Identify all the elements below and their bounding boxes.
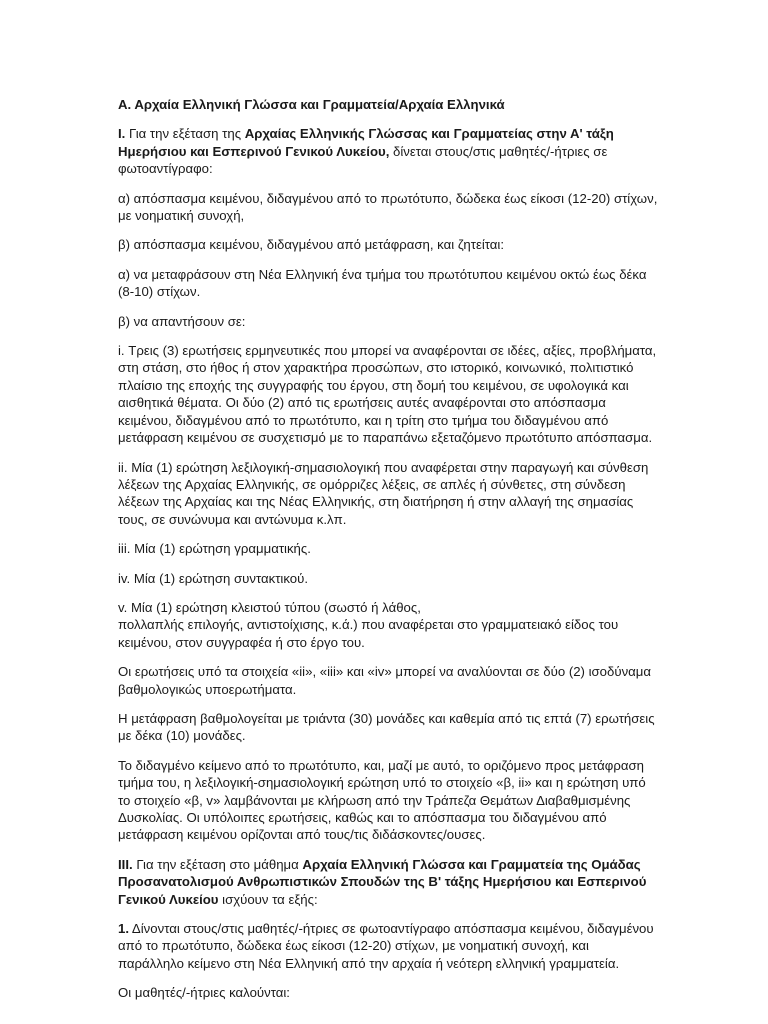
section-I-bold-text: Αρχαίας Ελληνικής Γλώσσας και Γραμματείας στην Α' τάξη Ημερήσιου και Εσπερινού Γενικού Λυκείου, xyxy=(118,126,614,159)
paragraph-a-translate: α) να μεταφράσουν στη Νέα Ελληνική ένα τμήμα του πρωτότυπου κειμένου οκτώ έως δέκα (8-10) στίχων. xyxy=(118,266,647,300)
paragraph-item-ii: ii. Μία (1) ερώτηση λεξιλογική-σημασιολογική που αναφέρεται στην παραγωγή και σύνθεση λέξεων της Αρχαίας Ελληνικής, σε ομόρριζες λέξεις, σε απλές ή σύνθετες, στη σύνδεση λέξεων της Αρχαίας και της Νέας Ελληνικής, στη διατήρηση ή στην αλλαγή της σημασίας τους, σε συνώνυμα και αντώνυμα κ.λπ. xyxy=(118,459,649,527)
paragraph-a: α) απόσπασμα κειμένου, διδαγμένου από το πρωτότυπο, δώδεκα έως είκοσι (12-20) στίχων, με νοηματική συνοχή, xyxy=(118,190,658,224)
section-III-intro: Για την εξέταση στο μάθημα xyxy=(132,856,303,872)
paragraph-b-answer: β) να απαντήσουν σε: xyxy=(118,313,246,329)
section-III-paragraph xyxy=(118,856,658,908)
paragraph-item-iii: iii. Μία (1) ερώτηση γραμματικής. xyxy=(118,541,311,557)
item-v-line-1: v. Μία (1) ερώτηση κλειστού τύπου (σωστό ή λάθος, xyxy=(118,599,421,615)
paragraph-b: β) απόσπασμα κειμένου, διδαγμένου από μετάφραση, και ζητείται: xyxy=(118,237,504,253)
item-v-line-2: πολλαπλής επιλογής, αντιστοίχισης, κ.ά.) που αναφέρεται στο γραμματειακό είδος του κειμένου, στον συγγραφέα ή στο έργο του. xyxy=(118,617,619,650)
section-heading: Α. Αρχαία Ελληνική Γλώσσα και Γραμματεία/Αρχαία Ελληνικά xyxy=(118,97,505,112)
paragraph-item-v xyxy=(118,599,658,651)
section-I-intro: Για την εξέταση της xyxy=(125,126,245,142)
document-page xyxy=(118,96,658,1014)
paragraph-question-bank: Το διδαγμένο κείμενο από το πρωτότυπο, και, μαζί με αυτό, το οριζόμενο προς μετάφραση τμήμα του, η λεξιλογική-σημασιολογική ερώτηση υπό το στοιχείο «β, ii» και η ερώτηση υπό το στοιχείο «β, v» λαμβάνονται με κλήρωση από την Τράπεζα Θεμάτων Διαβαθμισμένης Δυσκολίας. Οι υπόλοιπες ερωτήσεις, καθώς και το απόσπασμα του διδαγμένου από μετάφραση κειμένου ορίζονται από τους/τις διδάσκοντες/ουσες. xyxy=(118,757,646,843)
section-I-outro: δίνεται στους/στις μαθητές/-ήτριες σε φωτοαντίγραφο: xyxy=(118,143,608,177)
paragraph-1-text: Δίνονται στους/στις μαθητές/-ήτριες σε φωτοαντίγραφο απόσπασμα κειμένου, διδαγμένου από το πρωτότυπο, δώδεκα έως είκοσι (12-20) στίχων, με νοηματική συνοχή, και παράλληλο κείμενο στη Νέα Ελληνική από την αρχαία ή νεότερη ελληνική γραμματεία. xyxy=(118,921,654,971)
section-I-number: Ι. xyxy=(118,126,126,142)
paragraph-students-called: Οι μαθητές/-ήτριες καλούνται: xyxy=(118,985,290,1001)
paragraph-1-number: 1. xyxy=(118,921,129,937)
paragraph-1 xyxy=(118,920,658,972)
paragraph-item-i: i. Τρεις (3) ερωτήσεις ερμηνευτικές που μπορεί να αναφέρονται σε ιδέες, αξίες, προβλήματα, στη στάση, στο ήθος ή στον χαρακτήρα προσώπων, στο ιστορικό, κοινωνικό, πολιτιστικό πλαίσιο της εποχής της συγγραφής του έργου, στη δομή του κειμένου, σε υφολογικά και αισθητικά θέματα. Οι δύο (2) από τις ερωτήσεις αυτές αναφέρονται στο απόσπασμα κειμένου, διδαγμένου από το πρωτότυπο, και η τρίτη στο τμήμα του διδαγμένου από μετάφραση κειμένου σε συσχετισμό με το παραπάνω εξεταζόμενο πρωτότυπο απόσπασμα. xyxy=(118,343,657,446)
section-III-outro: ισχύουν τα εξής: xyxy=(218,891,318,907)
paragraph-subquestions: Οι ερωτήσεις υπό τα στοιχεία «ii», «iii» και «iv» μπορεί να αναλύονται σε δύο (2) ισοδύναμα βαθμολογικώς υποερωτήματα. xyxy=(118,664,652,697)
section-III-bold-text: Αρχαία Ελληνική Γλώσσα και Γραμματεία της Ομάδας Προσανατολισμού Ανθρωπιστικών Σπουδών της Β' τάξης Ημερήσιου και Εσπερινού Γενικού Λυκείου xyxy=(118,856,647,907)
section-III-number: ΙΙΙ. xyxy=(118,856,133,872)
section-I-paragraph xyxy=(118,125,658,177)
paragraph-item-iv: iv. Μία (1) ερώτηση συντακτικού. xyxy=(118,570,308,586)
paragraph-grading: Η μετάφραση βαθμολογείται με τριάντα (30) μονάδες και καθεμία από τις επτά (7) ερωτήσεις με δέκα (10) μονάδες. xyxy=(118,710,655,744)
